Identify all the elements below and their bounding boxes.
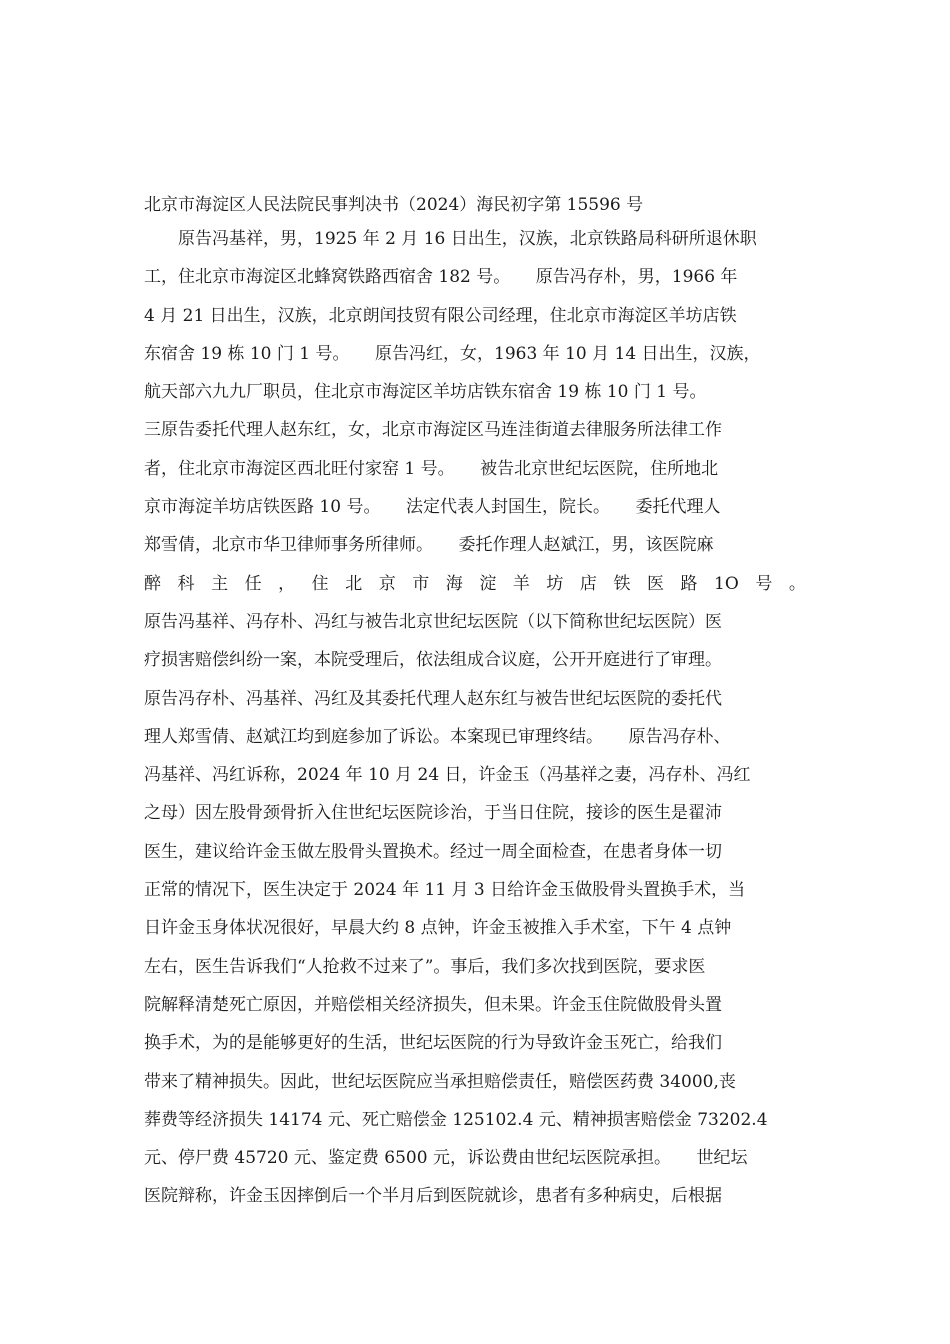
text-line: 之母）因左股骨颈骨折入住世纪坛医院诊治，于当日住院，接诊的医生是翟沛 <box>144 803 722 824</box>
text-line: 工，住北京市海淀区北蜂窝铁路西宿舍 182 号。 原告冯存朴，男，1966 年 <box>144 267 738 288</box>
text-line: 左右，医生告诉我们“人抢救不过来了”。事后，我们多次找到医院，要求医 <box>144 956 706 977</box>
text-line: 换手术，为的是能够更好的生活，世纪坛医院的行为导致许金玉死亡，给我们 <box>144 1033 722 1054</box>
text-line-spread-char: 北 <box>345 573 363 594</box>
text-line: 带来了精神损失。因此，世纪坛医院应当承担赔偿责任，赔偿医药费 34000,丧 <box>144 1071 736 1092</box>
text-line: 三原告委托代理人赵东红，女，北京市海淀区马连洼街道去律服务所法律工作 <box>144 420 722 441</box>
text-line-spread-char: 羊 <box>512 573 530 594</box>
text-line: 疗损害赔偿纠纷一案，本院受理后，依法组成合议庭，公开开庭进行了审理。 <box>144 650 722 671</box>
text-line-spread-char: 路 <box>680 573 698 594</box>
text-line-spread <box>144 565 806 603</box>
text-line: 医院辩称，许金玉因摔倒后一个半月后到医院就诊，患者有多种病史，后根据 <box>144 1186 722 1207</box>
text-line-spread-char: 科 <box>177 573 195 594</box>
text-line-spread-char: 主 <box>211 573 229 594</box>
text-line-spread-char: ， <box>278 573 296 594</box>
text-line: 东宿舍 19 栋 10 门 1 号。 原告冯红，女，1963 年 10 月 14 日出生，汉族， <box>144 343 761 364</box>
text-line-spread-char: 京 <box>378 573 396 594</box>
document-title: 北京市海淀区人民法院民事判决书（2024）海民初字第 15596 号 <box>144 195 644 215</box>
text-line: 郑雪倩，北京市华卫律师事务所律师。 委托作理人赵斌江，男，该医院麻 <box>144 535 714 556</box>
text-line: 原告冯基祥、冯存朴、冯红与被告北京世纪坛医院（以下简称世纪坛医院）医 <box>144 611 722 632</box>
text-line: 理人郑雪倩、赵斌江均到庭参加了诉讼。本案现已审理终结。 原告冯存朴、 <box>144 726 731 747</box>
text-line-spread-char: 淀 <box>479 573 497 594</box>
text-line-spread-char: 铁 <box>613 573 631 594</box>
text-line: 元、停尸费 45720 元、鉴定费 6500 元，诉讼费由世纪坛医院承担。 世纪坛 <box>144 1148 748 1169</box>
text-line-spread-char: 号 <box>755 573 773 594</box>
text-line-spread-char: 坊 <box>546 573 564 594</box>
text-line-spread-char: 醉 <box>144 573 161 594</box>
text-line: 医生，建议给许金玉做左股骨头置换术。经过一周全面检查，在患者身体一切 <box>144 841 722 862</box>
text-line: 4 月 21 日出生，汉族，北京朗闰技贸有限公司经理，住北京市海淀区羊坊店铁 <box>144 305 737 326</box>
text-line: 院解释清楚死亡原因，并赔偿相关经济损失，但未果。许金玉住院做股骨头置 <box>144 994 722 1015</box>
text-line-spread-char: 住 <box>311 573 329 594</box>
text-line-spread-char: 。 <box>788 573 806 594</box>
text-line-spread-char: 医 <box>646 573 664 594</box>
text-line-spread-char: 店 <box>579 573 597 594</box>
text-line: 京市海淀羊坊店铁医路 10 号。 法定代表人封国生，院长。 委托代理人 <box>144 497 721 518</box>
text-line-spread-char: 海 <box>445 573 463 594</box>
text-line-spread-char: 任 <box>244 573 262 594</box>
text-line: 冯基祥、冯红诉称，2024 年 10 月 24 日，许金玉（冯基祥之妻，冯存朴、冯红 <box>144 765 751 786</box>
text-line-spread-char: 市 <box>412 573 430 594</box>
text-line: 葬费等经济损失 14174 元、死亡赔偿金 125102.4 元、精神损害赔偿金 73202.4 <box>144 1109 768 1130</box>
text-line: 航天部六九九厂职员，住北京市海淀区羊坊店铁东宿舍 19 栋 10 门 1 号。 <box>144 382 707 403</box>
text-line: 原告冯基祥，男，1925 年 2 月 16 日出生，汉族，北京铁路局科研所退休职 <box>178 229 757 249</box>
text-line: 原告冯存朴、冯基祥、冯红及其委托代理人赵东红与被告世纪坛医院的委托代 <box>144 688 722 709</box>
text-line-spread-char: 1O <box>714 573 739 594</box>
text-line: 正常的情况下，医生决定于 2024 年 11 月 3 日给许金玉做股骨头置换手术，当 <box>144 880 746 901</box>
text-line: 日许金玉身体状况很好，早晨大约 8 点钟，许金玉被推入手术室，下午 4 点钟 <box>144 918 732 939</box>
judgment-text <box>144 190 806 1216</box>
text-line: 者，住北京市海淀区西北旺付家窑 1 号。 被告北京世纪坛医院，住所地北 <box>144 458 719 479</box>
